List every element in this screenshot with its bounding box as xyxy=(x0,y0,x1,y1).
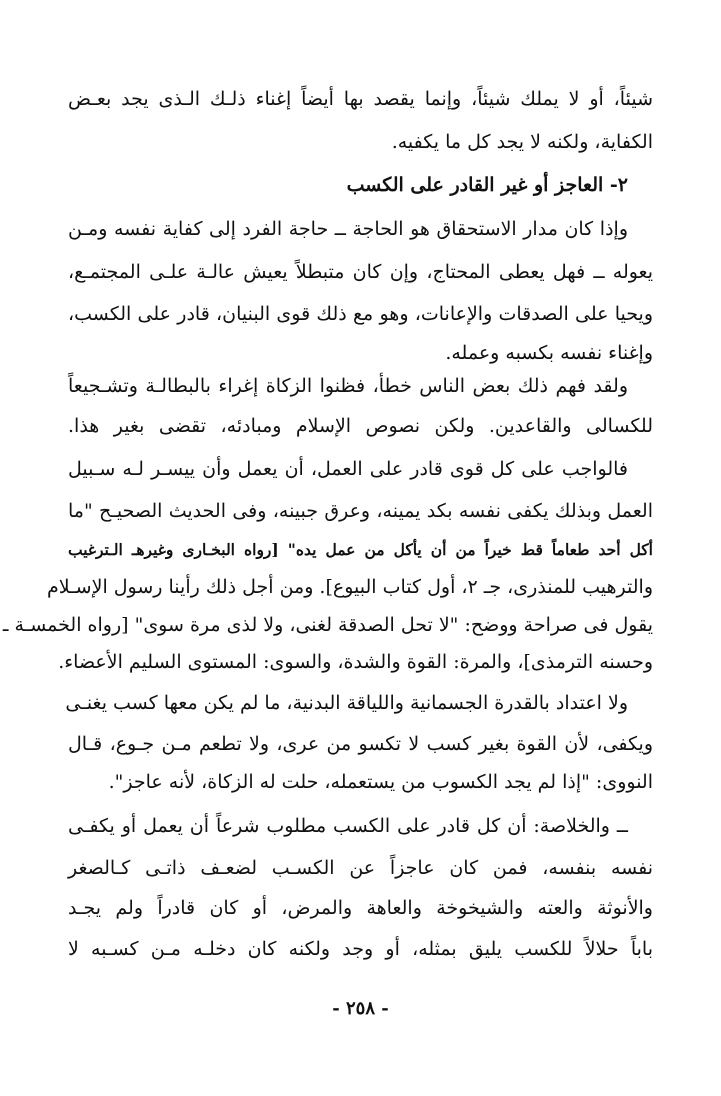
body-text-line: الكفاية، ولكنه لا يجد كل ما يكفيه. xyxy=(391,131,653,153)
body-text-line: والترهيب للمنذرى، جـ ٢، أول كتاب البيوع]. ومن أجل ذلك رأينا رسول الإسـلام xyxy=(47,576,653,598)
body-text-line: وإذا كان مدار الاستحقاق هو الحاجة ــ حاجة الفرد إلى كفاية نفسه ومـن xyxy=(68,218,628,240)
body-text-line: يقول فى صراحة ووضح: "لا تحل الصدقة لغنى، ولا لذى مرة سوى" [رواه الخمسـة ـ xyxy=(2,614,653,636)
body-text-line: النووى: "إذا لم يجد الكسوب من يستعمله، حلت له الزكاة، لأنه عاجز". xyxy=(108,771,653,793)
body-text-line: نفسه بنفسه، فمن كان عاجزاً عن الكسـب لضعـف ذاتـى كـالصغر xyxy=(68,857,653,879)
summary-text-line: ــ والخلاصة: أن كل قادر على الكسب مطلوب شرعاً أن يعمل أو يكفـى xyxy=(68,815,628,837)
section-heading: ٢- العاجز أو غير القادر على الكسب xyxy=(346,174,628,196)
body-text-line: وإغناء نفسه بكسبه وعمله. xyxy=(445,342,653,364)
hadith-citation-line: أكل أحد طعاماً قط خيراً من أن يأكل من عمل يده" [رواه البخـارى وغيرهـ الـترغيب xyxy=(68,540,653,559)
body-text-line: شيئاً، أو لا يملك شيئاً، وإنما يقصد بها أيضاً إغناء ذلـك الـذى يجد بعـض xyxy=(68,88,653,110)
body-text-line: والأنوثة والعته والشيخوخة والعاهة والمرض، أو كان قادراً ولم يجـد xyxy=(68,897,653,919)
body-text-line: يعوله ــ فهل يعطى المحتاج، وإن كان متبطلاً يعيش عالـة علـى المجتمـع، xyxy=(68,261,653,283)
body-text-line: ويكفى، لأن القوة بغير كسب لا تكسو من عرى، ولا تطعم مـن جـوع، قـال xyxy=(68,733,653,755)
body-text-line: ولقد فهم ذلك بعض الناس خطأ، فظنوا الزكاة إغراء بالبطالـة وتشـجيعاً xyxy=(68,375,629,397)
body-text-line: ويحيا على الصدقات والإعانات، وهو مع ذلك قوى البنيان، قادر على الكسب، xyxy=(68,303,653,325)
body-text-line: وحسنه الترمذى]، والمرة: القوة والشدة، والسوى: المستوى السليم الأعضاء. xyxy=(58,651,653,673)
body-text-line: باباً حلالاً للكسب يليق بمثله، أو وجد ولكنه كان دخلـه مـن كسـبه لا xyxy=(68,938,653,960)
body-text-line: للكسالى والقاعدين. ولكن نصوص الإسلام ومبادئه، تقضى بغير هذا. xyxy=(68,415,653,437)
page-number: - ٢٥٨ - xyxy=(332,998,389,1019)
body-text-line: العمل وبذلك يكفى نفسه بكد يمينه، وعرق جبينه، وفى الحديث الصحيـح "ما xyxy=(68,500,653,522)
body-text-line: ولا اعتداد بالقدرة الجسمانية واللياقة البدنية، ما لم يكن معها كسب يغنـى xyxy=(65,692,628,714)
body-text-line: فالواجب على كل قوى قادر على العمل، أن يعمل وأن ييسـر لـه سـبيل xyxy=(68,458,628,480)
